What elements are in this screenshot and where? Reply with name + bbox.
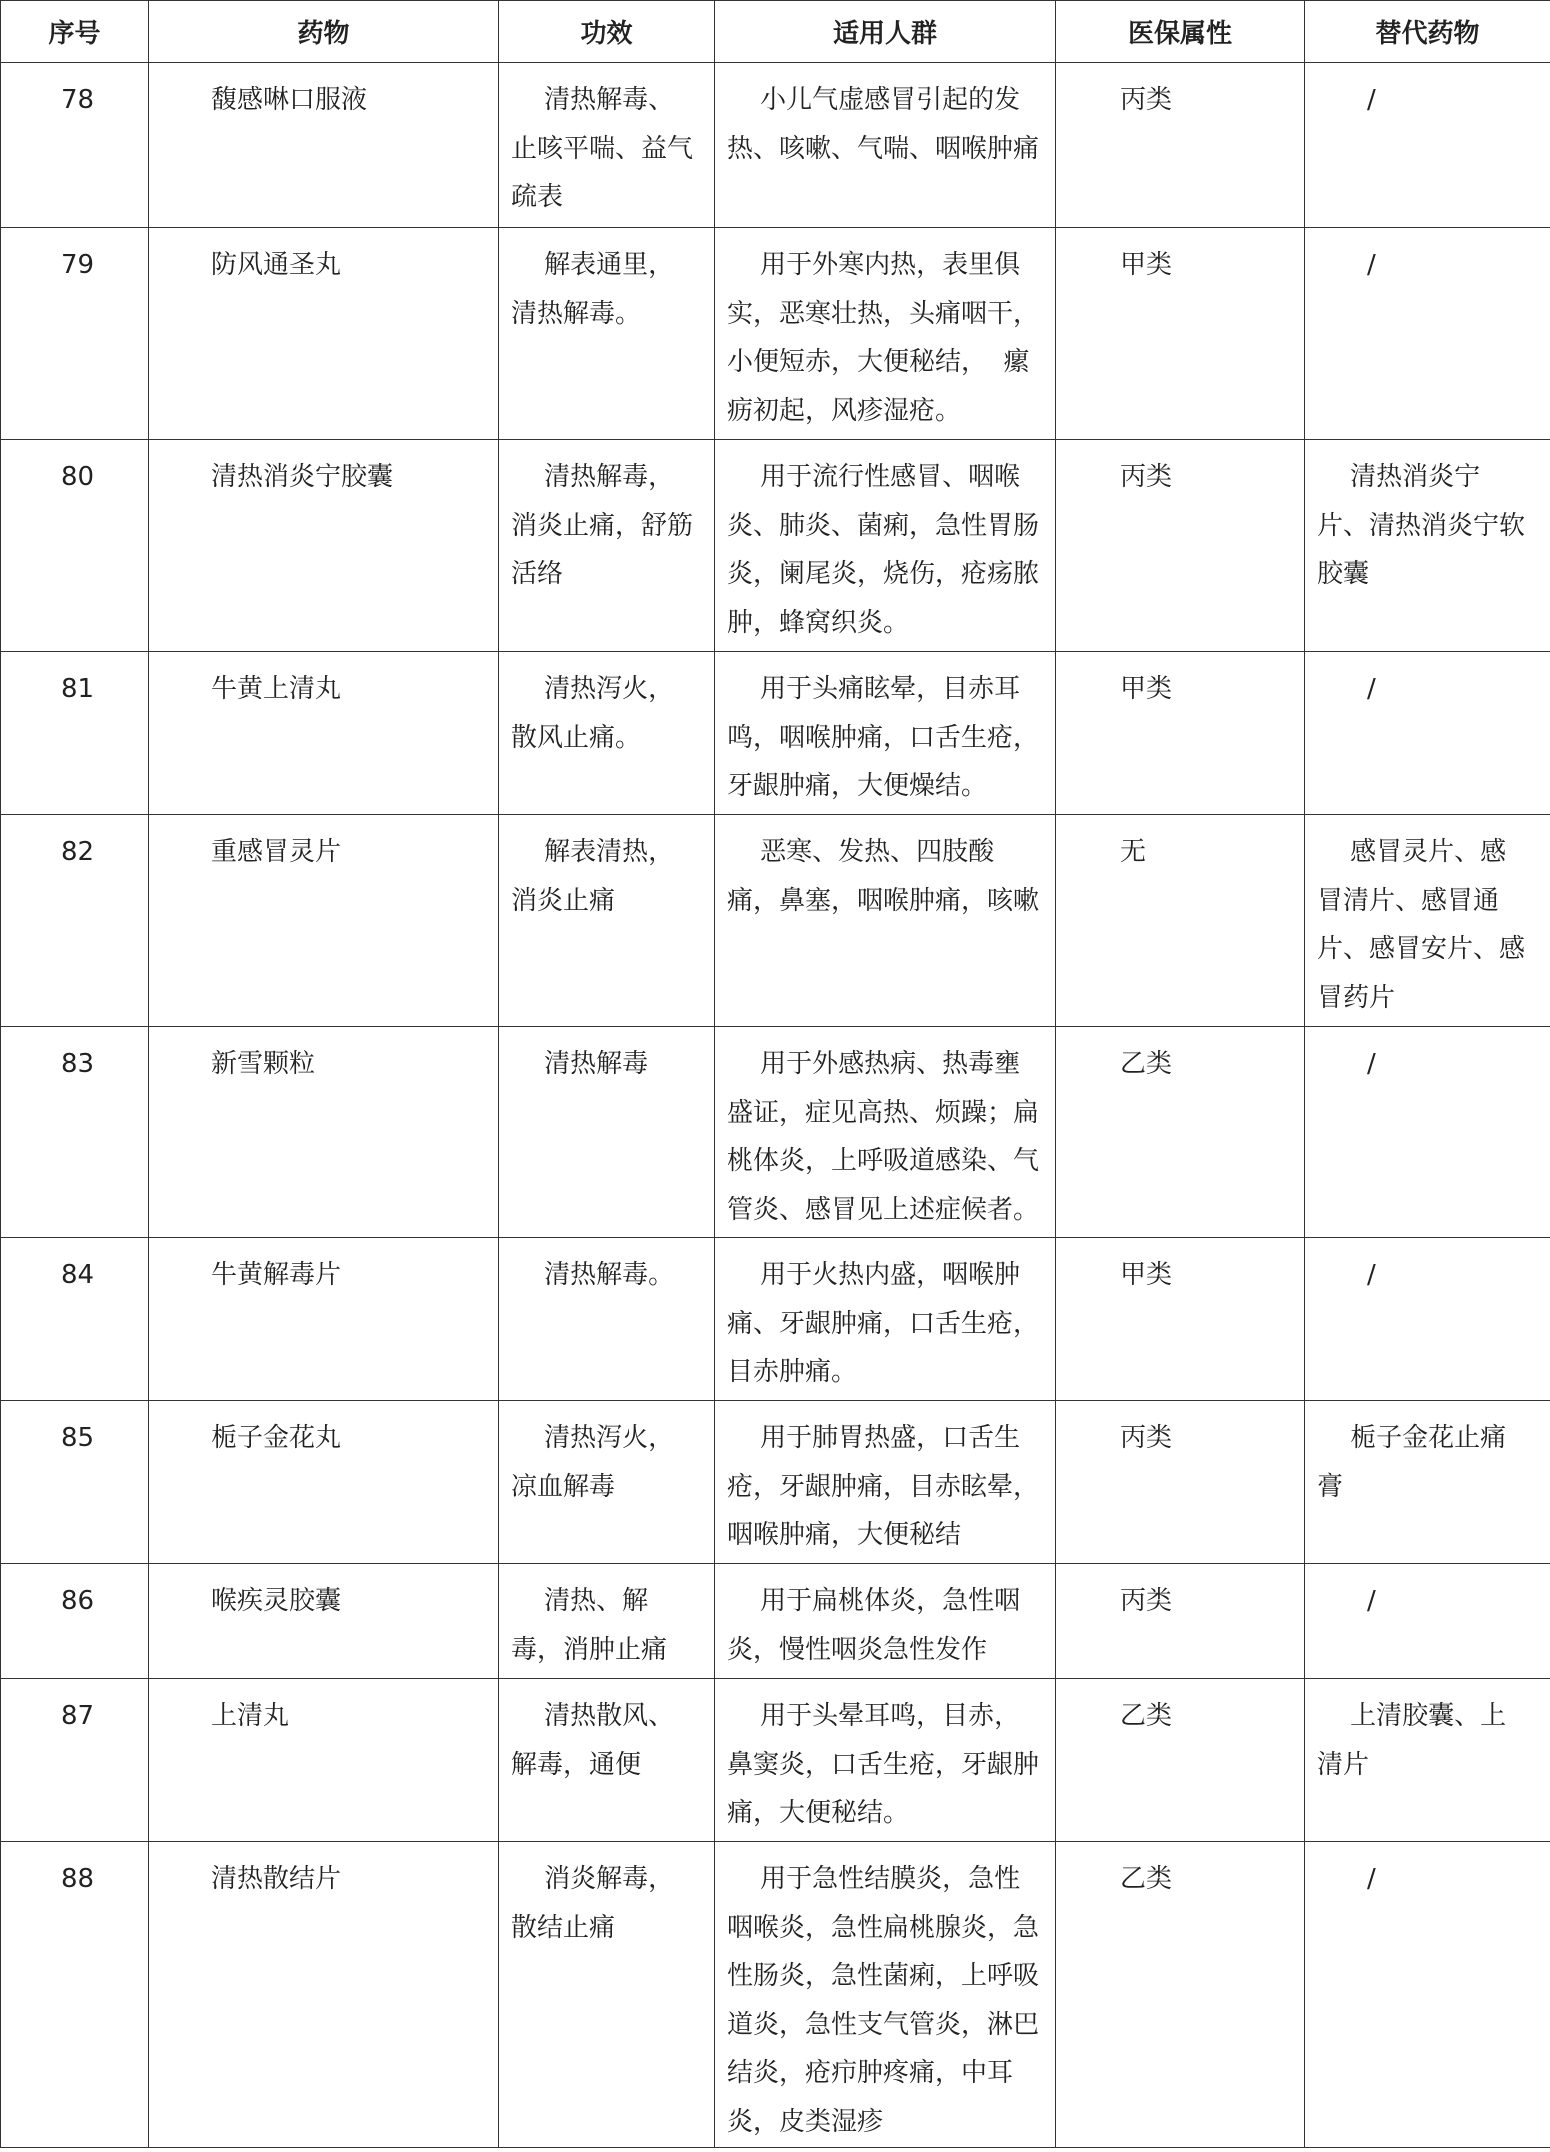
- effect-cell: 清热解毒， 消炎止痛，舒筋 活络: [499, 440, 715, 652]
- effect-cell: 清热、解 毒，消肿止痛: [499, 1564, 715, 1679]
- drug-name-cell: 上清丸: [149, 1679, 499, 1842]
- indication-cell: 用于流行性感冒、咽喉 炎、肺炎、菌痢，急性胃肠 炎，阑尾炎，烧伤，疮疡脓 肿，蜂窝织炎。: [715, 440, 1056, 652]
- seq-cell: 87: [1, 1679, 149, 1842]
- table-row: [1, 63, 1550, 228]
- table-row: [1, 1679, 1550, 1842]
- seq-cell: 83: [1, 1027, 149, 1238]
- header-indication: 适用人群: [715, 1, 1056, 63]
- table-row: [1, 228, 1550, 440]
- header-row: [1, 1, 1550, 63]
- alternative-cell: /: [1305, 1238, 1550, 1401]
- effect-cell: 清热泻火， 散风止痛。: [499, 652, 715, 815]
- effect-cell: 清热解毒: [499, 1027, 715, 1238]
- drug-name-cell: 喉疾灵胶囊: [149, 1564, 499, 1679]
- drug-name-cell: 重感冒灵片: [149, 815, 499, 1027]
- alternative-cell: /: [1305, 1027, 1550, 1238]
- effect-cell: 消炎解毒， 散结止痛: [499, 1842, 715, 2148]
- alternative-cell: 感冒灵片、感 冒清片、感冒通 片、感冒安片、感 冒药片: [1305, 815, 1550, 1027]
- effect-cell: 清热解毒。: [499, 1238, 715, 1401]
- table-row: [1, 1842, 1550, 2148]
- header-alternative: 替代药物: [1305, 1, 1550, 63]
- indication-cell: 用于急性结膜炎，急性 咽喉炎，急性扁桃腺炎，急 性肠炎，急性菌痢，上呼吸 道炎，急性支气管炎，淋巴 结炎，疮疖肿疼痛，中耳 炎，皮类湿疹: [715, 1842, 1056, 2148]
- table-row: [1, 440, 1550, 652]
- insurance-cell: 丙类: [1056, 440, 1305, 652]
- indication-cell: 用于头痛眩晕，目赤耳 鸣，咽喉肿痛，口舌生疮， 牙龈肿痛，大便燥结。: [715, 652, 1056, 815]
- insurance-cell: 丙类: [1056, 1564, 1305, 1679]
- alternative-cell: /: [1305, 228, 1550, 440]
- drug-name-cell: 栀子金花丸: [149, 1401, 499, 1564]
- drug-name-cell: 牛黄上清丸: [149, 652, 499, 815]
- insurance-cell: 甲类: [1056, 228, 1305, 440]
- indication-cell: 用于外寒内热，表里俱 实，恶寒壮热，头痛咽干， 小便短赤，大便秘结， 瘰 疬初起，风疹湿疮。: [715, 228, 1056, 440]
- seq-cell: 86: [1, 1564, 149, 1679]
- indication-cell: 用于头晕耳鸣，目赤， 鼻窦炎，口舌生疮，牙龈肿 痛，大便秘结。: [715, 1679, 1056, 1842]
- insurance-cell: 丙类: [1056, 1401, 1305, 1564]
- indication-cell: 恶寒、发热、四肢酸 痛，鼻塞，咽喉肿痛，咳嗽: [715, 815, 1056, 1027]
- header-drug: 药物: [149, 1, 499, 63]
- effect-cell: 清热解毒、 止咳平喘、益气 疏表: [499, 63, 715, 228]
- seq-cell: 85: [1, 1401, 149, 1564]
- alternative-cell: /: [1305, 1564, 1550, 1679]
- indication-cell: 用于扁桃体炎，急性咽 炎，慢性咽炎急性发作: [715, 1564, 1056, 1679]
- indication-cell: 用于火热内盛，咽喉肿 痛、牙龈肿痛，口舌生疮， 目赤肿痛。: [715, 1238, 1056, 1401]
- table-row: [1, 652, 1550, 815]
- seq-cell: 78: [1, 63, 149, 228]
- drug-name-cell: 清热散结片: [149, 1842, 499, 2148]
- seq-cell: 81: [1, 652, 149, 815]
- effect-cell: 清热散风、 解毒，通便: [499, 1679, 715, 1842]
- insurance-cell: 甲类: [1056, 652, 1305, 815]
- drug-name-cell: 清热消炎宁胶囊: [149, 440, 499, 652]
- header-seq: 序号: [1, 1, 149, 63]
- table-row: [1, 1027, 1550, 1238]
- insurance-cell: 乙类: [1056, 1842, 1305, 2148]
- seq-cell: 79: [1, 228, 149, 440]
- indication-cell: 用于肺胃热盛，口舌生 疮，牙龈肿痛，目赤眩晕， 咽喉肿痛，大便秘结: [715, 1401, 1056, 1564]
- alternative-cell: 栀子金花止痛 膏: [1305, 1401, 1550, 1564]
- alternative-cell: /: [1305, 63, 1550, 228]
- effect-cell: 清热泻火， 凉血解毒: [499, 1401, 715, 1564]
- insurance-cell: 乙类: [1056, 1027, 1305, 1238]
- alternative-cell: /: [1305, 1842, 1550, 2148]
- effect-cell: 解表清热， 消炎止痛: [499, 815, 715, 1027]
- alternative-cell: /: [1305, 652, 1550, 815]
- seq-cell: 82: [1, 815, 149, 1027]
- seq-cell: 80: [1, 440, 149, 652]
- insurance-cell: 乙类: [1056, 1679, 1305, 1842]
- drug-name-cell: 新雪颗粒: [149, 1027, 499, 1238]
- alternative-cell: 清热消炎宁 片、清热消炎宁软 胶囊: [1305, 440, 1550, 652]
- seq-cell: 84: [1, 1238, 149, 1401]
- table-row: [1, 1238, 1550, 1401]
- table-row: [1, 1564, 1550, 1679]
- table-row: [1, 815, 1550, 1027]
- table-row: [1, 1401, 1550, 1564]
- drug-name-cell: 牛黄解毒片: [149, 1238, 499, 1401]
- drug-name-cell: 馥感啉口服液: [149, 63, 499, 228]
- header-insurance: 医保属性: [1056, 1, 1305, 63]
- seq-cell: 88: [1, 1842, 149, 2148]
- header-effect: 功效: [499, 1, 715, 63]
- indication-cell: 用于外感热病、热毒壅 盛证，症见高热、烦躁；扁 桃体炎，上呼吸道感染、气 管炎、感冒见上述症候者。: [715, 1027, 1056, 1238]
- insurance-cell: 无: [1056, 815, 1305, 1027]
- indication-cell: 小儿气虚感冒引起的发 热、咳嗽、气喘、咽喉肿痛: [715, 63, 1056, 228]
- alternative-cell: 上清胶囊、上 清片: [1305, 1679, 1550, 1842]
- effect-cell: 解表通里， 清热解毒。: [499, 228, 715, 440]
- drug-name-cell: 防风通圣丸: [149, 228, 499, 440]
- insurance-cell: 丙类: [1056, 63, 1305, 228]
- insurance-cell: 甲类: [1056, 1238, 1305, 1401]
